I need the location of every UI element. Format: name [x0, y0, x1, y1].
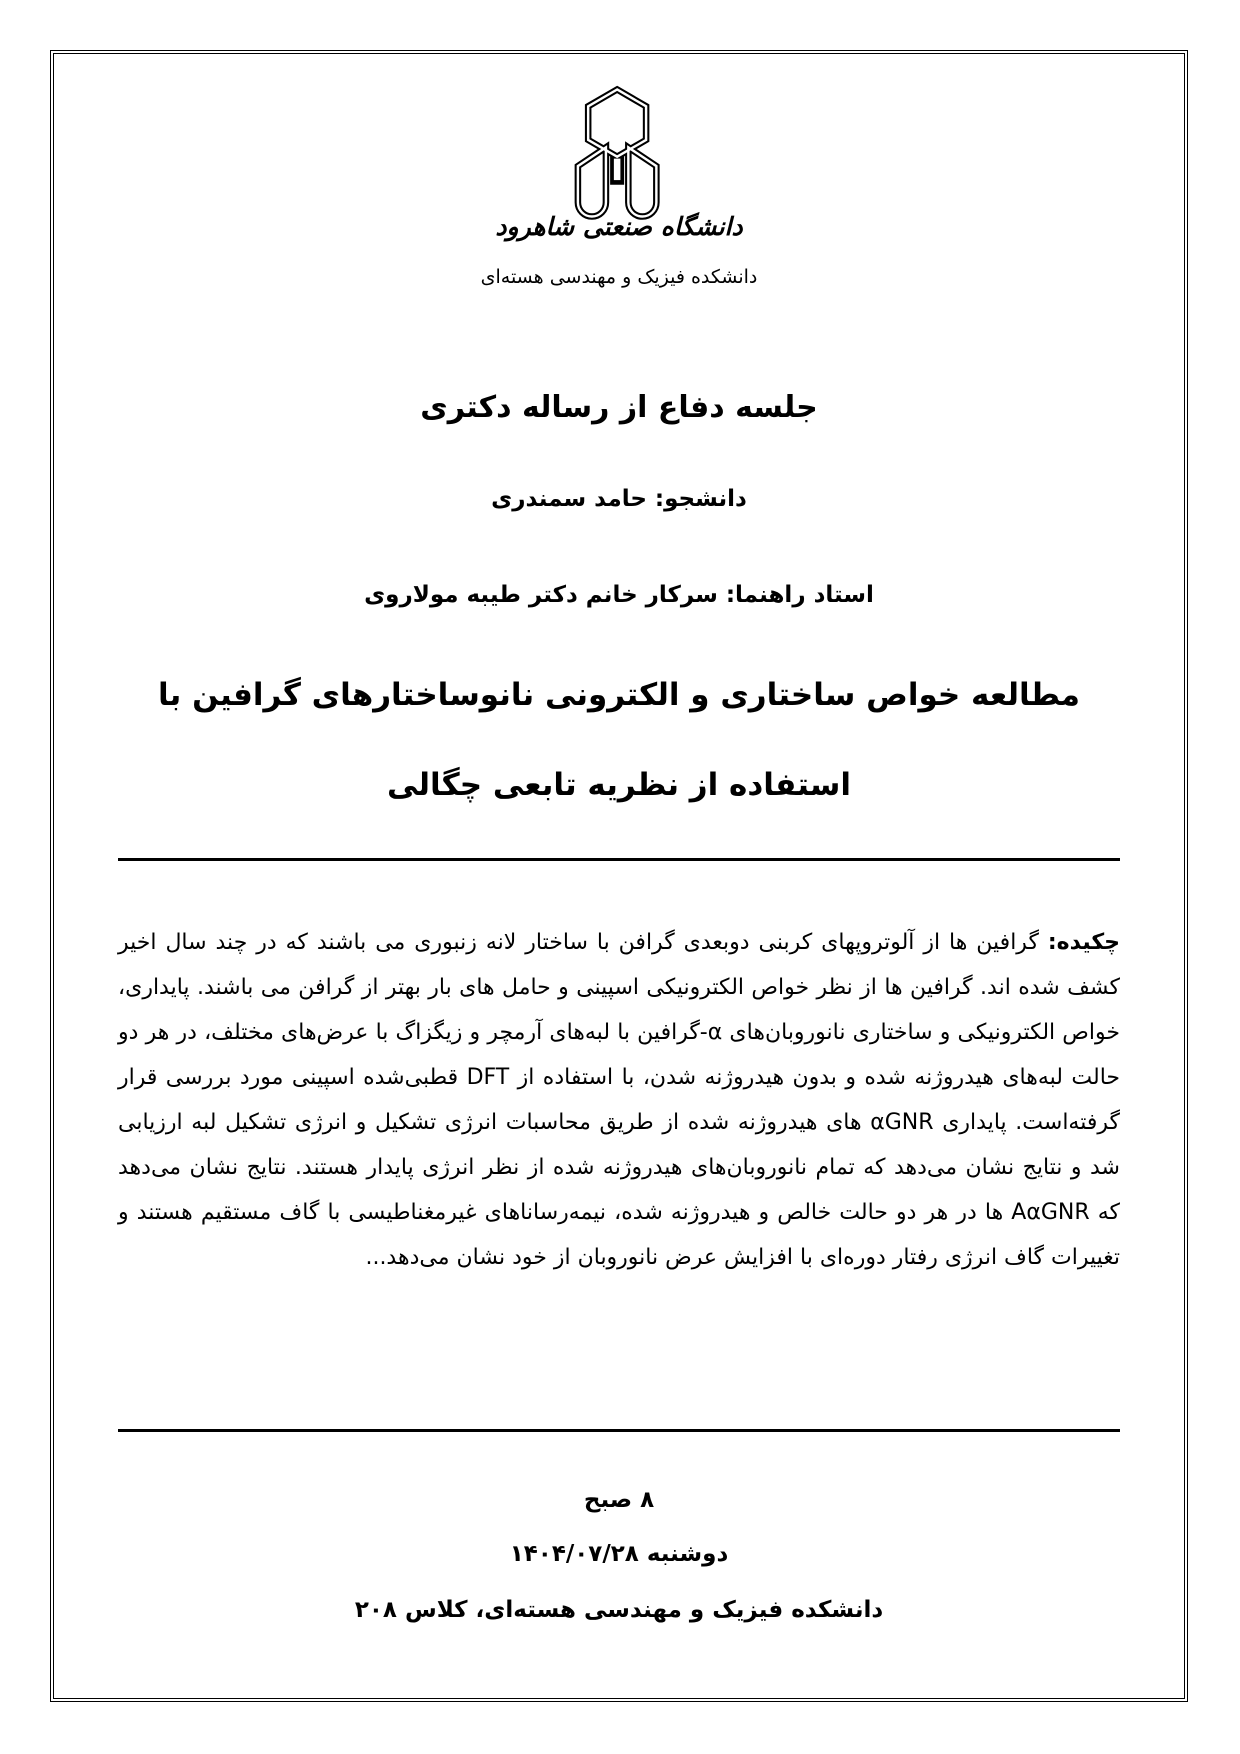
abstract-paragraph	[118, 920, 1120, 1280]
schedule-date: دوشنبه ۱۴۰۴/۰۷/۲۸	[509, 1541, 729, 1567]
abstract-text: گرافین ها از آلوتروپهای کربنی دوبعدی گرافن با ساختار لانه زنبوری می باشند که در چند سال اخیر کشف شده اند. گرافین ها از نظر خواص الکترونیکی اسپینی و حامل های بار بهتر از گرافن می باشند. پایداری، خواص الکترونیکی و ساختاری نانوروبان‌های α-گرافین با لبه‌های آرمچر و زیگزاگ با عرض‌های مختلف، در هر دو حالت لبه‌های هیدروژنه شده و بدون هیدروژنه شدن، با استفاده از DFT قطبی‌شده اسپینی مورد بررسی قرار گرفته‌است. پایداری αGNR های هیدروژنه شده از طریق محاسبات انرژی تشکیل و انرژی تشکیل لبه ارزیابی شد و نتایج نشان می‌دهد که تمام نانوروبان‌های هیدروژنه شده از نظر انرژی پایدار هستند. نتایج نشان می‌دهد که AαGNR ها در هر دو حالت خالص و هیدروژنه شده، نیمه‌رساناهای غیرمغناطیسی با گاف مستقیم هستند و تغییرات گاف انرژی رفتار دوره‌ای با افزایش عرض نانوروبان از خود نشان می‌دهد...	[118, 930, 1121, 1270]
divider-bottom	[118, 1429, 1120, 1432]
university-logo-icon	[568, 82, 670, 224]
faculty-name: دانشکده فیزیک و مهندسی هسته‌ای	[480, 266, 758, 288]
supervisor-line: استاد راهنما: سرکار خانم دکتر طیبه مولاروی	[364, 582, 874, 608]
schedule-location: دانشکده فیزیک و مهندسی هسته‌ای، کلاس ۲۰۸	[354, 1597, 884, 1623]
abstract-label: چکیده:	[1047, 930, 1120, 955]
student-line: دانشجو: حامد سمندری	[491, 486, 747, 512]
thesis-title: مطالعه خواص ساختاری و الکترونی نانوساختارهای گرافین با استفاده از نظریه تابعی چگالی	[158, 677, 1080, 803]
page-border	[50, 50, 1188, 1702]
university-logo-block	[116, 82, 1122, 228]
page-border-inner	[53, 53, 1185, 1699]
session-title: جلسه دفاع از رساله دکتری	[420, 390, 818, 425]
divider-top	[118, 858, 1120, 861]
university-name-calligraphy: دانشگاه صنعتی شاهرود	[495, 212, 743, 241]
schedule-time: ۸ صبح	[583, 1487, 655, 1513]
